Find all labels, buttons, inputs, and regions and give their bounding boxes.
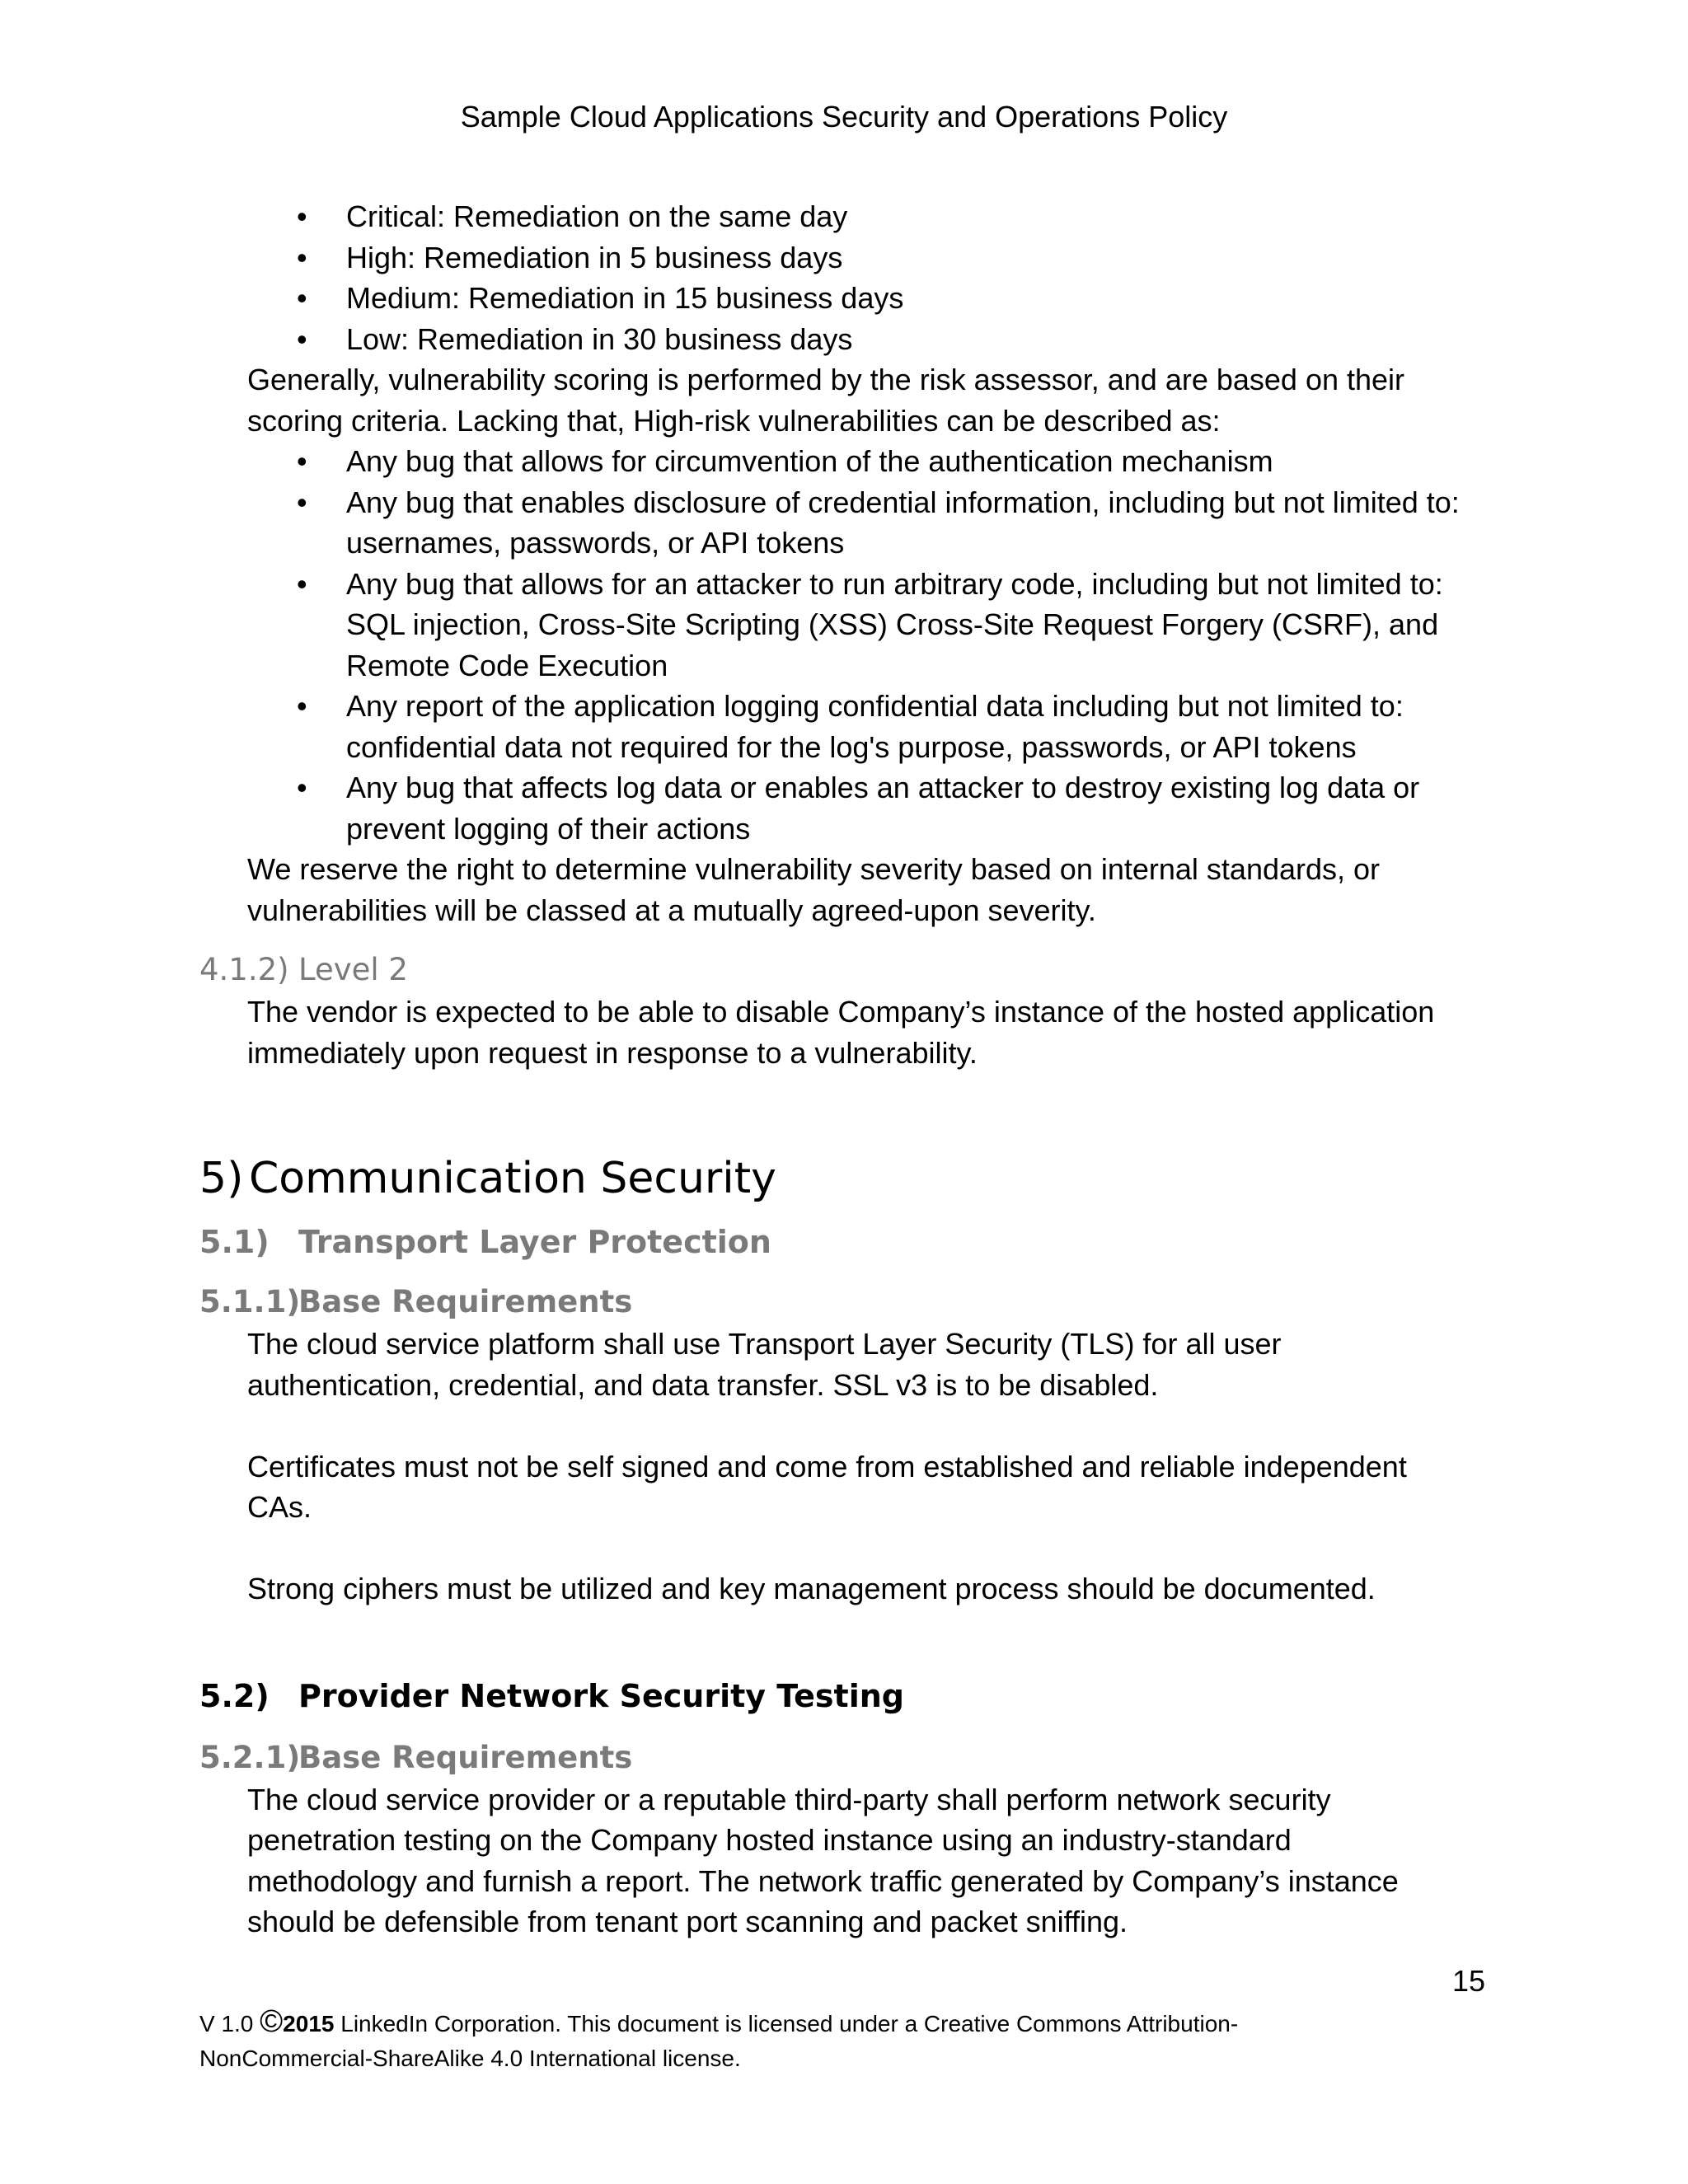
severity-list (0, 196, 1517, 359)
bullet-icon: • (297, 566, 307, 601)
list-item: • Low: Remediation in 30 business days (346, 319, 1517, 360)
bullet-icon: • (297, 689, 307, 723)
list-item: • Critical: Remediation on the same day (346, 196, 1517, 237)
heading-5-1: 5.1) Transport Layer Protection (199, 1224, 771, 1260)
pentest-paragraph: The cloud service provider or a reputable third-party shall perform network security penetration testing on the Company hosted instance using an industry-standard methodology and furnish a report. The network traffic generated by Company’s instance should be defensible from tenant port scanning and packet sniffing. (247, 1782, 1399, 1938)
tls-paragraph: The cloud service platform shall use Transport Layer Security (TLS) for all user authentication, credential, and data transfer. SSL v3 is to be disabled. Certificates must not be self signed and come from established and reliable independent CAs. Strong ciphers must be utilized and key management process should be documented. (247, 1327, 1407, 1605)
bullet-icon: • (297, 771, 307, 804)
list-item: • High: Remediation in 5 business days (346, 237, 1517, 279)
running-header: Sample Cloud Applications Security and Operations Policy (460, 100, 1228, 134)
bullet-icon: • (297, 240, 307, 274)
page-number: 15 (1452, 1964, 1486, 1998)
heading-5-2: 5.2) Provider Network Security Testing (199, 1677, 904, 1714)
bullet-icon: • (297, 485, 307, 519)
heading-5-2-1: 5.2.1)Base Requirements (199, 1739, 633, 1775)
list-item: • Any bug that allows for an attacker to run arbitrary code, including but not limited to: SQL injection, Cross-Site Scripting (XSS) Cross-Site Request Forgery (CSRF), and Remote Code Execution (346, 564, 1517, 687)
heading-5-1-1: 5.1.1)Base Requirements (199, 1284, 633, 1319)
license-footer: V 1.0 ©2015 LinkedIn Corporation. This document is licensed under a Creative Commons Attribution- NonCommercial-ShareAlike 4.0 International license. (199, 2004, 1239, 2071)
list-item: • Any bug that allows for circumvention of the authentication mechanism (346, 441, 1517, 482)
bullet-icon: • (297, 281, 307, 315)
list-item: • Any bug that affects log data or enables an attacker to destroy existing log data or prevent logging of their actions (346, 767, 1517, 849)
bullet-icon: • (297, 444, 307, 478)
list-item: • Medium: Remediation in 15 business days (346, 278, 1517, 319)
level-2-paragraph: The vendor is expected to be able to disable Company’s instance of the hosted application immediately upon request in response to a vulnerability. (247, 995, 1435, 1070)
list-item: • Any report of the application logging confidential data including but not limited to: confidential data not required for the log's purpose, passwords, or API tokens (346, 686, 1517, 767)
reserve-paragraph: We reserve the right to determine vulnerability severity based on internal standards, or vulnerabilities will be classed at a mutually agreed-upon severity. (247, 852, 1381, 927)
list-item: • Any bug that enables disclosure of credential information, including but not limited to: usernames, passwords, or API tokens (346, 482, 1517, 564)
bullet-icon: • (297, 199, 307, 233)
high-risk-list (0, 441, 1517, 849)
page-content (0, 196, 1688, 1943)
copyright-icon: © (260, 2004, 284, 2039)
heading-4-1-2: 4.1.2) Level 2 (199, 952, 408, 987)
scoring-paragraph: Generally, vulnerability scoring is performed by the risk assessor, and are based on their scoring criteria. Lacking that, High-risk vulnerabilities can be described as: (247, 363, 1405, 438)
bullet-icon: • (297, 321, 307, 356)
heading-5: 5) Communication Security (199, 1154, 776, 1203)
